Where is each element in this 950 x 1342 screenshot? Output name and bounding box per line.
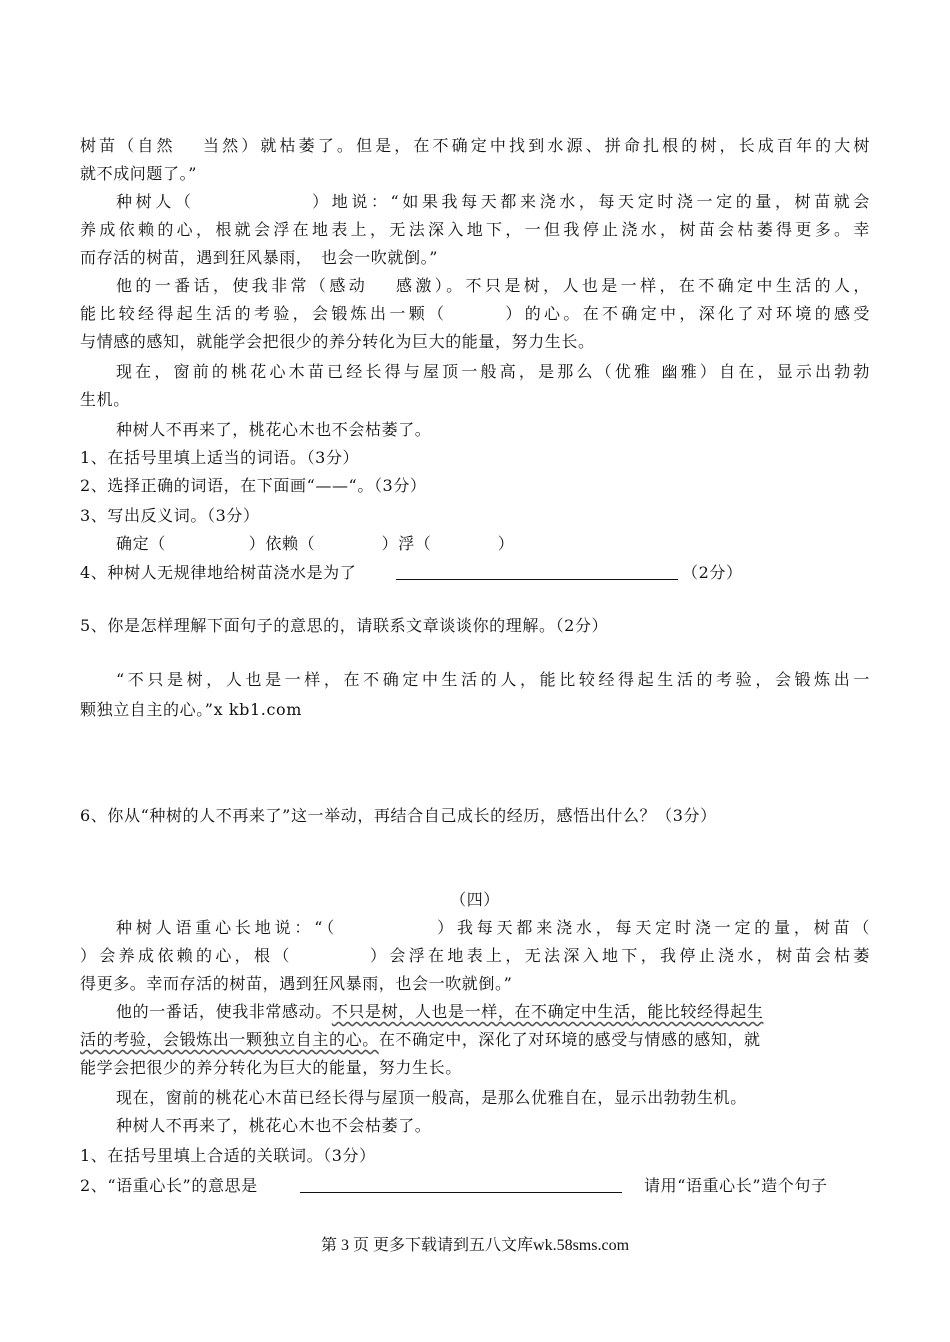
passage-line: 生机。 — [80, 390, 130, 409]
passage-line: 现在，窗前的桃花心木苗已经长得与屋顶一般高，是那么（优雅 幽雅）自在，显示出勃勃 — [116, 362, 870, 381]
quoted-sentence: “不只是树，人也是一样，在不确定中生活的人，能比较经得起生活的考验，会锻炼出一 — [116, 670, 870, 689]
answer-underline[interactable] — [300, 1192, 622, 1193]
answer-underline[interactable] — [396, 579, 678, 580]
passage-line: 养成依赖的心，根就会浮在地表上，无法深入地下，一但我停止浇水，树苗会枯萎得更多。幸 — [80, 220, 870, 239]
wavy-underlined-text: 不只是树，人也是一样，在不确定中生活，能比较经得起生 — [331, 1002, 764, 1021]
passage-line: 得更多。幸而存活的树苗，遇到狂风暴雨，也会一吹就倒。” — [80, 974, 513, 993]
passage-line: 种树人不再来了，桃花心木也不会枯萎了。 — [116, 420, 432, 439]
question-4-score: （2分） — [682, 563, 743, 582]
plain-text: 他的一番话，使我非常感动。 — [116, 1002, 332, 1021]
section-title: （四） — [450, 890, 500, 909]
question-4: 4、种树人无规律地给树苗浇水是为了 — [80, 563, 357, 582]
question-6: 6、你从“种树的人不再来了”这一举动，再结合自己成长的经历，感悟出什么？（3分） — [80, 806, 717, 825]
footer-text: 更多下载请到五八文库 — [373, 1235, 534, 1254]
passage-line: 种树人不再来了，桃花心木也不会枯萎了。 — [116, 1116, 432, 1135]
question-4-2-sentence: 请用“语重心长”造个句子 — [644, 1176, 828, 1195]
passage-line: ）会养成依赖的心，根（ ）会浮在地表上，无法深入地下，我停止浇水，树苗会枯萎 — [80, 946, 870, 965]
passage-line — [80, 1030, 870, 1050]
passage-line: 就不成问题了。” — [80, 164, 197, 183]
question-4-1: 1、在括号里填上合适的关联词。（3分） — [80, 1146, 376, 1165]
passage-line: 现在，窗前的桃花心木苗已经长得与屋顶一般高，是那么优雅自在，显示出勃勃生机。 — [116, 1088, 747, 1107]
page-footer — [0, 1232, 950, 1255]
question-3: 3、写出反义词。（3分） — [80, 506, 260, 525]
passage-line: 树苗（自然 当然）就枯萎了。但是，在不确定中找到水源、拼命扎根的树，长成百年的大树 — [80, 136, 870, 155]
passage-line: 能比较经得起生活的考验，会锻炼出一颗（ ）的心。在不确定中，深化了对环境的感受 — [80, 304, 870, 323]
footer-site: wk.58sms.com — [533, 1237, 630, 1254]
quoted-sentence: 颗独立自主的心。”x kb1.com — [80, 700, 303, 719]
question-1: 1、在括号里填上适当的词语。（3分） — [80, 448, 360, 467]
passage-line: 种树人语重心长地说：“（ ）我每天都来浇水，每天定时浇一定的量，树苗（ — [116, 918, 870, 937]
wavy-underlined-text: 活的考验，会锻炼出一颗独立自主的心。 — [80, 1030, 379, 1049]
question-4-2: 2、“语重心长”的意思是 — [80, 1176, 258, 1195]
passage-line: 而存活的树苗，遇到狂风暴雨， 也会一吹就倒。” — [80, 248, 438, 267]
question-5: 5、你是怎样理解下面句子的意思的，请联系文章谈谈你的理解。（2分） — [80, 616, 609, 635]
passage-line: 能学会把很少的养分转化为巨大的能量，努力生长。 — [80, 1058, 462, 1077]
passage-line — [116, 1002, 870, 1022]
plain-text: 在不确定中，深化了对环境的感受与情感的感知，就 — [378, 1030, 761, 1049]
question-2: 2、选择正确的词语，在下面画“——“。（3分） — [80, 476, 427, 495]
question-3-antonyms: 确定（ ）依赖（ ）浮（ ） — [116, 534, 515, 553]
passage-line: 种树人（ ）地说：“如果我每天都来浇水，每天定时浇一定的量，树苗就会 — [116, 192, 870, 211]
page-number: 第 3 页 — [320, 1237, 369, 1254]
passage-line: 他的一番话，使我非常（感动 感激）。不只是树，人也是一样，在不确定中生活的人， — [116, 276, 870, 295]
passage-line: 与情感的感知，就能学会把很少的养分转化为巨大的能量，努力生长。 — [80, 332, 595, 351]
